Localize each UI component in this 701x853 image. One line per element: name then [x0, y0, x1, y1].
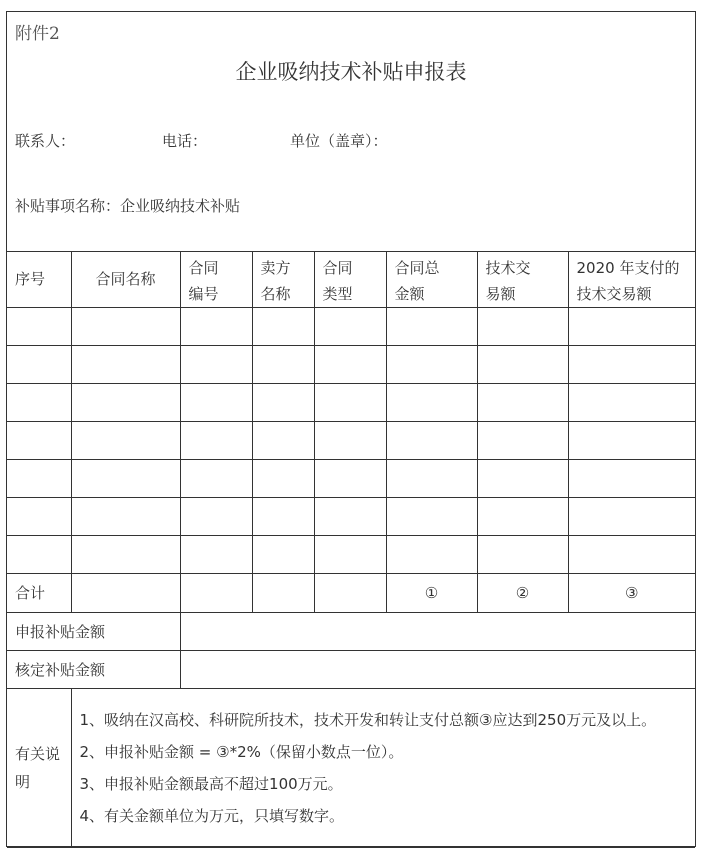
- table-cell[interactable]: [7, 308, 71, 346]
- table-cell[interactable]: [386, 536, 477, 574]
- table-cell[interactable]: [7, 346, 71, 384]
- column-header-index: 序号: [7, 251, 71, 308]
- table-cell[interactable]: [180, 346, 252, 384]
- total-cell[interactable]: [252, 574, 314, 613]
- column-header-seller-name: 卖方 名称: [252, 251, 314, 308]
- table-cell[interactable]: [71, 308, 180, 346]
- table-cell[interactable]: [314, 422, 386, 460]
- table-cell[interactable]: [314, 346, 386, 384]
- declared-amount-row: [7, 613, 695, 651]
- table-cell[interactable]: [477, 422, 568, 460]
- approved-amount-label: 核定补贴金额: [7, 651, 180, 689]
- table-cell[interactable]: [7, 460, 71, 498]
- table-cell[interactable]: [71, 422, 180, 460]
- table-row: [7, 346, 695, 384]
- page-title: 企业吸纳技术补贴申报表: [235, 60, 467, 84]
- subsidy-form: [6, 11, 696, 847]
- table-cell[interactable]: [314, 384, 386, 422]
- table-cell[interactable]: [180, 498, 252, 536]
- table-cell[interactable]: [252, 536, 314, 574]
- table-cell[interactable]: [477, 308, 568, 346]
- table-cell[interactable]: [314, 308, 386, 346]
- column-header-contract-type: 合同 类型: [314, 251, 386, 308]
- total-mark-1[interactable]: ①: [386, 574, 477, 613]
- annex-label: 附件2: [15, 24, 60, 44]
- table-cell[interactable]: [180, 422, 252, 460]
- declared-amount-label: 申报补贴金额: [7, 613, 180, 651]
- column-header-contract-total: 合同总 金额: [386, 251, 477, 308]
- table-cell[interactable]: [477, 346, 568, 384]
- notes-label: 有关说明: [7, 689, 71, 848]
- table-cell[interactable]: [252, 384, 314, 422]
- table-cell[interactable]: [386, 498, 477, 536]
- unit-seal-label: 单位（盖章）：: [290, 132, 388, 150]
- table-cell[interactable]: [314, 536, 386, 574]
- table-cell[interactable]: [386, 460, 477, 498]
- table-cell[interactable]: [252, 308, 314, 346]
- table-cell[interactable]: [568, 384, 695, 422]
- table-row: [7, 384, 695, 422]
- table-cell[interactable]: [7, 498, 71, 536]
- total-mark-2[interactable]: ②: [477, 574, 568, 613]
- table-cell[interactable]: [314, 498, 386, 536]
- notes-content: [71, 689, 695, 848]
- note-item: 1、吸纳在汉高校、科研院所技术，技术开发和转让支付总额③应达到250万元及以上。: [79, 711, 657, 729]
- table-cell[interactable]: [252, 498, 314, 536]
- table-cell[interactable]: [477, 384, 568, 422]
- table-cell[interactable]: [386, 384, 477, 422]
- table-cell[interactable]: [568, 422, 695, 460]
- total-mark-3[interactable]: ③: [568, 574, 695, 613]
- approved-amount-row: [7, 651, 695, 689]
- column-header-contract-number: 合同 编号: [180, 251, 252, 308]
- approved-amount-value[interactable]: [180, 651, 695, 689]
- table-cell[interactable]: [180, 536, 252, 574]
- table-row: [7, 460, 695, 498]
- table-row: [7, 422, 695, 460]
- table-cell[interactable]: [386, 422, 477, 460]
- form-header: [7, 12, 695, 252]
- table-cell[interactable]: [7, 422, 71, 460]
- table-cell[interactable]: [71, 346, 180, 384]
- notes-row: [7, 689, 695, 848]
- table-cell[interactable]: [7, 384, 71, 422]
- note-item: 2、申报补贴金额 = ③*2%（保留小数点一位）。: [79, 743, 404, 761]
- table-cell[interactable]: [386, 346, 477, 384]
- table-cell[interactable]: [7, 536, 71, 574]
- table-cell[interactable]: [568, 536, 695, 574]
- table-cell[interactable]: [252, 460, 314, 498]
- table-cell[interactable]: [477, 536, 568, 574]
- table-cell[interactable]: [71, 384, 180, 422]
- total-cell[interactable]: [71, 574, 180, 613]
- total-label: 合计: [7, 574, 71, 613]
- total-row: [7, 574, 695, 613]
- phone-label: 电话：: [162, 132, 208, 150]
- table-cell[interactable]: [477, 498, 568, 536]
- contact-person-label: 联系人：: [15, 132, 76, 150]
- table-cell[interactable]: [71, 498, 180, 536]
- table-row: [7, 536, 695, 574]
- table-cell[interactable]: [568, 498, 695, 536]
- column-header-contract-name: 合同名称: [71, 251, 180, 308]
- table-cell[interactable]: [314, 460, 386, 498]
- table-cell[interactable]: [71, 536, 180, 574]
- note-item: 3、申报补贴金额最高不超过100万元。: [79, 775, 343, 793]
- total-cell[interactable]: [180, 574, 252, 613]
- table-row: [7, 308, 695, 346]
- table-cell[interactable]: [568, 460, 695, 498]
- total-cell[interactable]: [314, 574, 386, 613]
- table-cell[interactable]: [477, 460, 568, 498]
- table-cell[interactable]: [252, 422, 314, 460]
- table-cell[interactable]: [568, 308, 695, 346]
- table-row: [7, 498, 695, 536]
- note-item: 4、有关金额单位为万元，只填写数字。: [79, 807, 345, 825]
- table-cell[interactable]: [180, 460, 252, 498]
- table-cell[interactable]: [180, 308, 252, 346]
- project-name: 补贴事项名称：企业吸纳技术补贴: [15, 197, 241, 215]
- column-header-2020-paid-amount: 2020 年支付的 技术交易额: [568, 251, 695, 308]
- declared-amount-value[interactable]: [180, 613, 695, 651]
- table-cell[interactable]: [71, 460, 180, 498]
- table-cell[interactable]: [180, 384, 252, 422]
- table-cell[interactable]: [252, 346, 314, 384]
- table-cell[interactable]: [386, 308, 477, 346]
- contract-table: [7, 251, 695, 848]
- table-header-row: [7, 251, 695, 308]
- column-header-tech-trade-amount: 技术交 易额: [477, 251, 568, 308]
- table-cell[interactable]: [568, 346, 695, 384]
